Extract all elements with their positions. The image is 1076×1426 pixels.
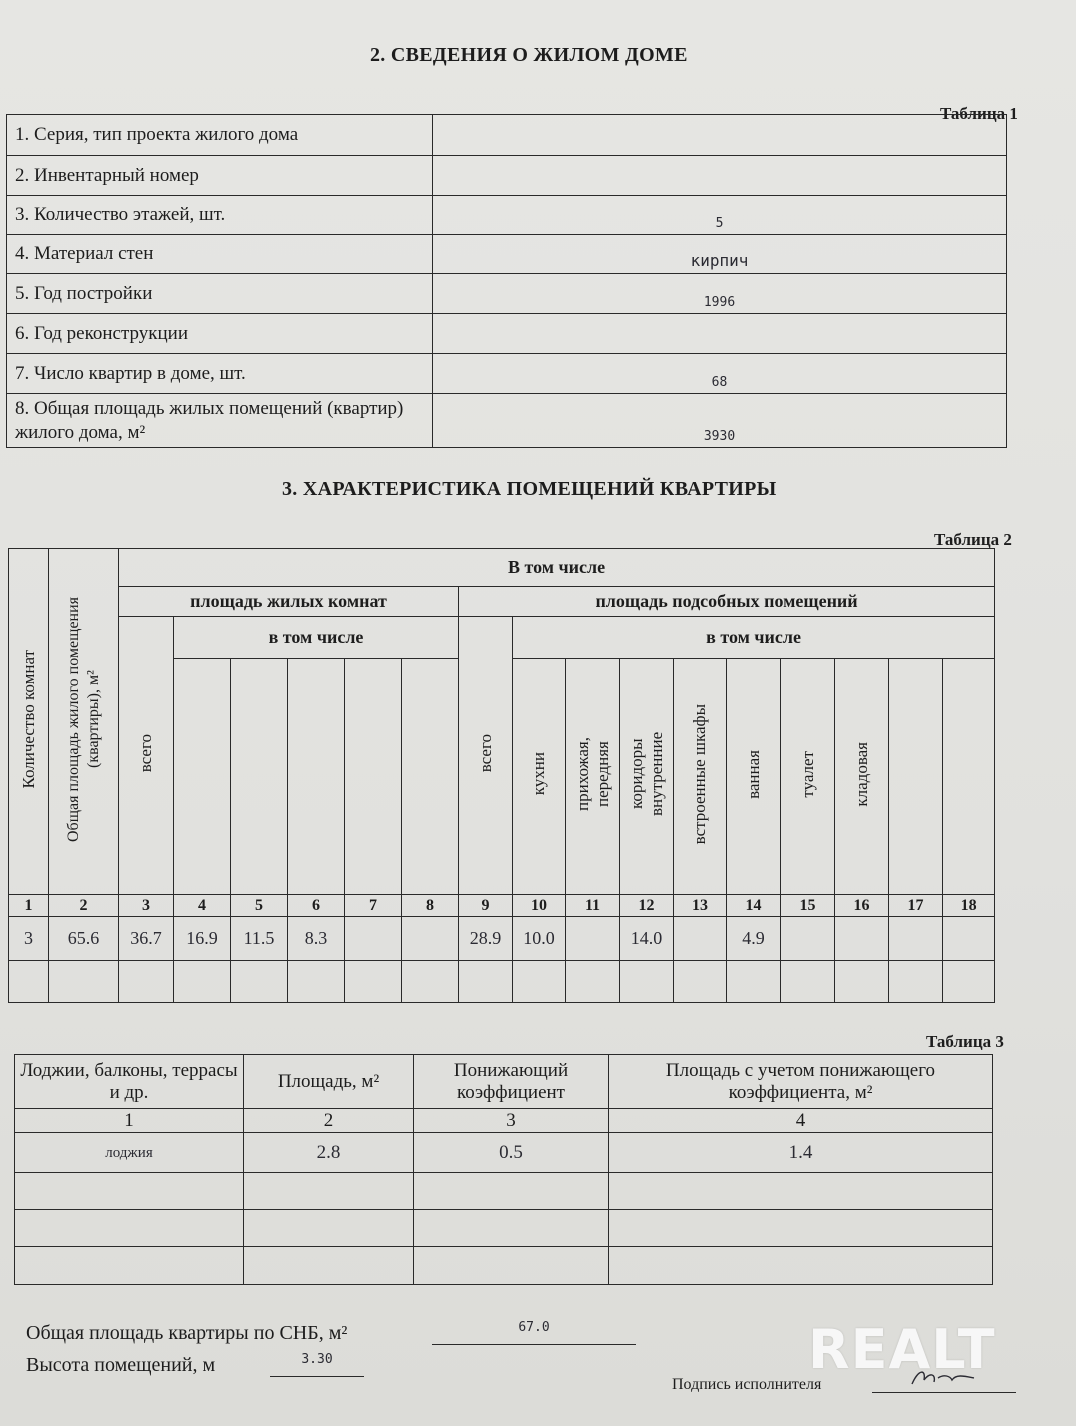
table-cell — [620, 961, 674, 1003]
header-aux-including: в том числе — [513, 617, 995, 659]
header-living-room-3 — [288, 659, 345, 895]
table-row — [15, 1133, 993, 1173]
row-label: 7. Число квартир в доме, шт. — [7, 354, 433, 394]
table-cell — [889, 917, 943, 961]
header-loggias: Лоджии, балконы, террасы и др. — [15, 1055, 244, 1109]
table-cell: 14.0 — [620, 917, 674, 961]
table-cell — [609, 1173, 993, 1210]
table-cell — [609, 1210, 993, 1247]
realt-watermark-logo: REALT — [808, 1318, 996, 1381]
header-closets: встроенные шкафы — [674, 659, 727, 895]
table-cell — [513, 961, 566, 1003]
header-storage: кладовая — [835, 659, 889, 895]
total-area-label: Общая площадь квартиры по СНБ, м² — [26, 1322, 348, 1344]
column-number: 13 — [674, 895, 727, 917]
table-row — [15, 1173, 993, 1210]
table-cell: 28.9 — [459, 917, 513, 961]
header-living-total: всего — [119, 617, 174, 895]
table-cell — [49, 961, 119, 1003]
table-cell — [781, 961, 835, 1003]
header-aux-total: всего — [459, 617, 513, 895]
header-living-room-1 — [174, 659, 231, 895]
loggias-table — [14, 1054, 993, 1285]
table-cell: 11.5 — [231, 917, 288, 961]
table-cell: 36.7 — [119, 917, 174, 961]
header-hallway: прихожая, передняя — [566, 659, 620, 895]
table-cell — [15, 1247, 244, 1285]
column-number: 7 — [345, 895, 402, 917]
table-cell — [414, 1247, 609, 1285]
table-cell: лоджия — [15, 1133, 244, 1173]
apartment-rooms-table — [8, 548, 995, 1003]
table-cell — [414, 1173, 609, 1210]
table-cell: 3 — [9, 917, 49, 961]
signature-label: Подпись исполнителя — [672, 1376, 822, 1393]
header-corridors: коридоры внутренние — [620, 659, 674, 895]
table2-caption: Таблица 2 — [934, 530, 1012, 549]
table-cell — [15, 1210, 244, 1247]
row-value — [433, 156, 1007, 196]
table-row — [7, 314, 1007, 354]
build-year-value: 1996 — [433, 274, 1007, 314]
table1-caption: Таблица 1 — [940, 104, 1018, 123]
column-number: 9 — [459, 895, 513, 917]
table-cell — [674, 917, 727, 961]
table-cell — [727, 961, 781, 1003]
row-value — [433, 314, 1007, 354]
column-number: 16 — [835, 895, 889, 917]
header-extra-2 — [943, 659, 995, 895]
row-label: 8. Общая площадь жилых помещений (квартир) жилого дома, м² — [7, 394, 433, 448]
row-label: 5. Год постройки — [7, 274, 433, 314]
header-living-room-5 — [402, 659, 459, 895]
header-rooms-count: Количество комнат — [9, 549, 49, 895]
column-number: 17 — [889, 895, 943, 917]
table-cell — [244, 1173, 414, 1210]
column-number: 3 — [414, 1109, 609, 1133]
table-row — [15, 1210, 993, 1247]
header-total-area: Общая площадь жилого помещения (квартиры), м² — [49, 549, 119, 895]
column-number: 14 — [727, 895, 781, 917]
table-cell — [781, 917, 835, 961]
header-bathroom: ванная — [727, 659, 781, 895]
table-cell: 0.5 — [414, 1133, 609, 1173]
header-living-room-4 — [345, 659, 402, 895]
header-coefficient: Понижающий коэффициент — [414, 1055, 609, 1109]
header-kitchen: кухни — [513, 659, 566, 895]
table-cell — [15, 1173, 244, 1210]
table-cell: 8.3 — [288, 917, 345, 961]
table-row — [7, 196, 1007, 235]
table-cell — [943, 917, 995, 961]
table-cell — [889, 961, 943, 1003]
row-value — [433, 115, 1007, 156]
table-cell — [402, 917, 459, 961]
table3-caption: Таблица 3 — [926, 1032, 1004, 1051]
row-label: 4. Материал стен — [7, 235, 433, 274]
table-row — [7, 156, 1007, 196]
table-cell — [244, 1210, 414, 1247]
table-cell — [835, 917, 889, 961]
apartments-count-value: 68 — [433, 354, 1007, 394]
table-cell — [414, 1210, 609, 1247]
table-cell: 65.6 — [49, 917, 119, 961]
table-cell — [609, 1247, 993, 1285]
header-including: В том числе — [119, 549, 995, 587]
column-number: 3 — [119, 895, 174, 917]
header-extra-1 — [889, 659, 943, 895]
table-cell: 2.8 — [244, 1133, 414, 1173]
table-header-row — [15, 1055, 993, 1109]
table-cell — [566, 961, 620, 1003]
column-number: 1 — [9, 895, 49, 917]
table-cell: 10.0 — [513, 917, 566, 961]
header-toilet: туалет — [781, 659, 835, 895]
table-row — [15, 1247, 993, 1285]
wall-material-value: кирпич — [433, 235, 1007, 274]
column-number: 1 — [15, 1109, 244, 1133]
table-cell — [231, 961, 288, 1003]
table-cell — [566, 917, 620, 961]
column-numbers-row — [9, 895, 995, 917]
table-cell — [345, 961, 402, 1003]
column-number: 15 — [781, 895, 835, 917]
row-label: 3. Количество этажей, шт. — [7, 196, 433, 235]
column-number: 11 — [566, 895, 620, 917]
header-living-including: в том числе — [174, 617, 459, 659]
table-row — [7, 394, 1007, 448]
table-cell — [835, 961, 889, 1003]
height-value: 3.30 — [270, 1352, 364, 1377]
table-row — [7, 274, 1007, 314]
column-number: 8 — [402, 895, 459, 917]
table-cell — [674, 961, 727, 1003]
table-cell — [119, 961, 174, 1003]
column-number: 6 — [288, 895, 345, 917]
table-cell — [402, 961, 459, 1003]
table-row — [9, 917, 995, 961]
column-numbers-row — [15, 1109, 993, 1133]
table-cell — [943, 961, 995, 1003]
row-label: 6. Год реконструкции — [7, 314, 433, 354]
table-cell — [174, 961, 231, 1003]
column-number: 4 — [609, 1109, 993, 1133]
section3-title: 3. ХАРАКТЕРИСТИКА ПОМЕЩЕНИЙ КВАРТИРЫ — [282, 478, 777, 500]
header-area: Площадь, м² — [244, 1055, 414, 1109]
total-area-value: 67.0 — [432, 1320, 636, 1345]
column-number: 10 — [513, 895, 566, 917]
column-number: 4 — [174, 895, 231, 917]
column-number: 2 — [49, 895, 119, 917]
header-living-area: площадь жилых комнат — [119, 587, 459, 617]
table-cell — [288, 961, 345, 1003]
table-cell — [9, 961, 49, 1003]
table-cell: 4.9 — [727, 917, 781, 961]
row-label: 2. Инвентарный номер — [7, 156, 433, 196]
section2-title: 2. СВЕДЕНИЯ О ЖИЛОМ ДОМЕ — [370, 44, 688, 66]
total-living-area-value: 3930 — [433, 394, 1007, 448]
floors-value: 5 — [433, 196, 1007, 235]
house-info-table — [6, 114, 1007, 448]
header-aux-area: площадь подсобных помещений — [459, 587, 995, 617]
table-cell — [459, 961, 513, 1003]
table-row — [7, 115, 1007, 156]
row-label: 1. Серия, тип проекта жилого дома — [7, 115, 433, 156]
table-cell — [345, 917, 402, 961]
header-living-room-2 — [231, 659, 288, 895]
table-cell: 16.9 — [174, 917, 231, 961]
table-cell — [244, 1247, 414, 1285]
height-label: Высота помещений, м — [26, 1354, 216, 1376]
table-row — [9, 961, 995, 1003]
table-row — [7, 354, 1007, 394]
table-cell: 1.4 — [609, 1133, 993, 1173]
header-reduced-area: Площадь с учетом понижающего коэффициента, м² — [609, 1055, 993, 1109]
column-number: 18 — [943, 895, 995, 917]
column-number: 2 — [244, 1109, 414, 1133]
column-number: 12 — [620, 895, 674, 917]
table-row — [7, 235, 1007, 274]
column-number: 5 — [231, 895, 288, 917]
